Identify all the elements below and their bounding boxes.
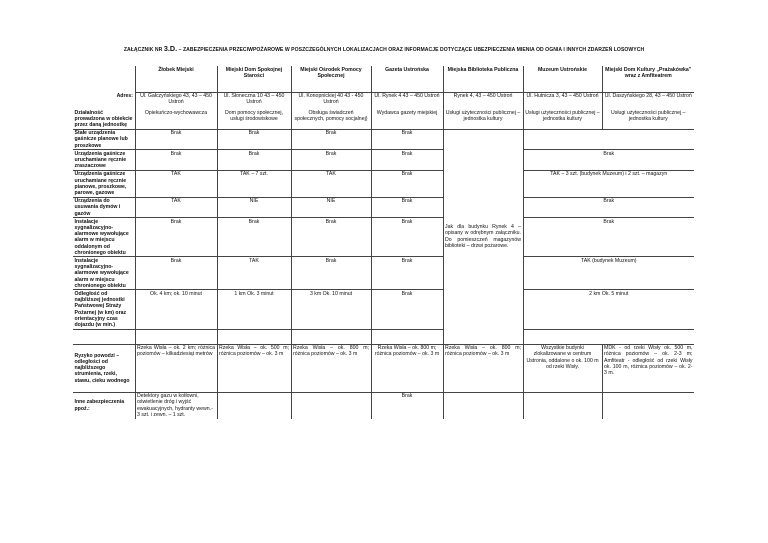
cell: Brak — [291, 257, 371, 290]
header-biblioteka: Miejska Biblioteka Publiczna — [443, 66, 523, 92]
cell: Usługi użyteczności publicznej – jednostka kultury — [602, 109, 694, 129]
cell: TAK (budynek Muzeum) — [523, 257, 694, 290]
header-muzeum: Muzeum Ustrońskie — [523, 66, 602, 92]
row-label-sygn-miejsce: Instalacje sygnalizacyjno-alarmowe wywołujące alarm w miejscu chronionego obiektu — [73, 257, 135, 290]
cell: Brak — [291, 218, 371, 257]
cell: Brak — [217, 218, 291, 257]
row-label-stale: Stałe urządzenia gaśnicze planowe lub proszkowe — [73, 129, 135, 150]
header-mops: Miejski Ośrodek Pomocy Społecznej — [291, 66, 371, 92]
cell — [523, 129, 694, 150]
cell: Rzeka Wisła – ok. 800 m; różnica poziomów – ok. 3 m — [371, 344, 443, 392]
cell: Brak — [523, 150, 694, 171]
cell: Ul. Słoneczna 10 43 – 450 Ustroń — [217, 92, 291, 109]
cell: Brak — [291, 129, 371, 150]
row-label-dymy: Urządzenia do usuwania dymów i gazów — [73, 197, 135, 218]
cell: Brak — [371, 392, 443, 418]
row-label-gasnicze: Urządzenia gaśnicze uruchamiane ręcznie zraszaczowe — [73, 150, 135, 171]
cell: Brak — [371, 170, 443, 197]
header-dom-starosci: Miejski Dom Spokojnej Starości — [217, 66, 291, 92]
cell: 2 km Ok. 5 minut — [523, 290, 694, 329]
cell: Rzeka Wisła – ok. 2 km; różnica poziomów – kilkadziesiąt metrów — [135, 344, 217, 392]
cell: TAK — [135, 170, 217, 197]
header-zlobek: Żłobek Miejski — [135, 66, 217, 92]
cell: Ok. 4 km; ok. 10 minut — [135, 290, 217, 329]
cell: TAK — [217, 257, 291, 290]
cell: Brak — [371, 290, 443, 329]
cell: Detektory gazu w kotłowni, oświetlenie dróg i wyjść ewakuacyjnych, hydranty wewn.- 3 szt. i zewn. – 1 szt. — [135, 392, 217, 418]
header-gazeta: Gazeta Ustrońska — [371, 66, 443, 92]
cell: NIE — [217, 197, 291, 218]
row-label-powodz: Ryzyko powodzi –odległości od najbliższego strumienia, rzeki, stawu, cieku wodnego — [73, 344, 135, 392]
row-label-dzialalnosc: Działalność prowadzona w obiekcie przez daną jednostkę — [74, 109, 133, 128]
cell: Rzeka Wisła – ok. 800 m; różnica poziomów – ok. 3 m — [291, 344, 371, 392]
cell: Brak — [371, 218, 443, 257]
cell: Wydawca gazety miejskiej — [371, 109, 443, 129]
cell: Brak — [371, 197, 443, 218]
cell: Obsługa świadczeń społecznych, pomocy socjalnej) — [291, 109, 371, 129]
cell: Ul. Hutnicza 3, 43 – 450 Ustroń — [523, 92, 602, 109]
cell: Brak — [135, 129, 217, 150]
cell: NIE — [291, 197, 371, 218]
cell: MDK - od rzeki Wisły ok. 500 m, różnica poziomów – ok. 2-3 m; Amfiteatr - odległość od rzeki Wisły ok. 100 m, różnica poziomów – ok. 2-3 m. — [602, 344, 694, 392]
cell: Brak — [135, 257, 217, 290]
cell: Usługi użyteczności publicznej – jednostka kultury — [523, 109, 602, 129]
document-title: ZAŁĄCZNIK NR 3.D. – ZABEZPIECZENIA PRZECIWPOŻAROWE W POSZCZEGÓLNYCH LOKALIZACJACH ORAZ INFORMACJE DOTYCZĄCE UBEZPIECZENIA MIENIA OD OGNIA I INNYCH ZDARZEŃ LOSOWYCH — [123, 44, 645, 53]
cell: Ul. Gałczyńskiego 43, 43 – 450 Ustroń — [135, 92, 217, 109]
cell: Brak — [217, 129, 291, 150]
cell: Rynek 4, 43 – 450 Ustroń — [443, 92, 523, 109]
cell: Brak — [371, 150, 443, 171]
cell: Usługi użyteczności publicznej – jednostka kultury — [443, 109, 523, 129]
cell: Opiekuńczo-wychowawcza — [135, 109, 217, 129]
library-merged-note: Jak dla budynku Rynek 4 – opisany w odrębnym załączniku. Do pomieszczeń magazynów biblioteki – drzwi pożarowe. — [443, 129, 523, 344]
header-mdk: Miejski Dom Kultury „Prażakówka” wraz z Amfiteatrem — [602, 66, 694, 92]
cell: Brak — [371, 129, 443, 150]
row-label-sygn-oddalone: Instalacje sygnalizacyjno-alarmowe wywołujące alarm w miejscu oddalonym od chronionego obiektu — [73, 218, 135, 257]
cell: Wszystkie budynki zlokalizowane w centrum Ustronia, oddalone o ok. 100 m od rzeki Wisły. — [523, 344, 602, 392]
fire-protection-table — [73, 66, 694, 419]
cell: Ul. Daszyńskiego 28, 43 – 450 Ustroń — [602, 92, 694, 109]
row-label-inne: Inne zabezpieczenia ppoż.: — [73, 392, 135, 418]
cell: Rzeka Wisła – ok. 800 m; różnica poziomów – ok. 3 m — [443, 344, 523, 392]
cell: TAK — [291, 170, 371, 197]
cell: Brak — [291, 150, 371, 171]
cell: Ul. Konopnickiej 40 43 - 450 Ustroń — [291, 92, 371, 109]
cell: Brak — [217, 150, 291, 171]
cell: Brak — [135, 218, 217, 257]
cell: TAK – 7 szt. — [217, 170, 291, 197]
row-label-pianowe: Urządzenia gaśnicze uruchamiane ręcznie pianowe, proszkowe, parowe, gazowe — [73, 170, 135, 197]
cell: Brak — [371, 257, 443, 290]
cell: Ul. Rynek 4 43 – 450 Ustroń — [371, 92, 443, 109]
cell: 3 km Ok. 10 minut — [291, 290, 371, 329]
cell: Brak — [523, 197, 694, 218]
cell: TAK – 3 szt. (budynek Muzeum) i 2 szt. – magazyn — [523, 170, 694, 197]
cell: 1 km Ok. 3 minut — [217, 290, 291, 329]
cell: Brak — [523, 218, 694, 257]
cell: Brak — [135, 150, 217, 171]
row-label-adres: Adres: — [116, 92, 133, 99]
cell: Rzeka Wisła – ok. 500 m; różnica poziomów – ok. 3 m — [217, 344, 291, 392]
cell: Dom pomocy społecznej, usługi środowiskowe — [217, 109, 291, 129]
row-label-odleglosc: Odległość od najbliższej jednostki Państwowej Straży Pożarnej (w km) oraz orientacyjny czas dojazdu (w min.) — [73, 290, 135, 329]
cell: TAK — [135, 197, 217, 218]
